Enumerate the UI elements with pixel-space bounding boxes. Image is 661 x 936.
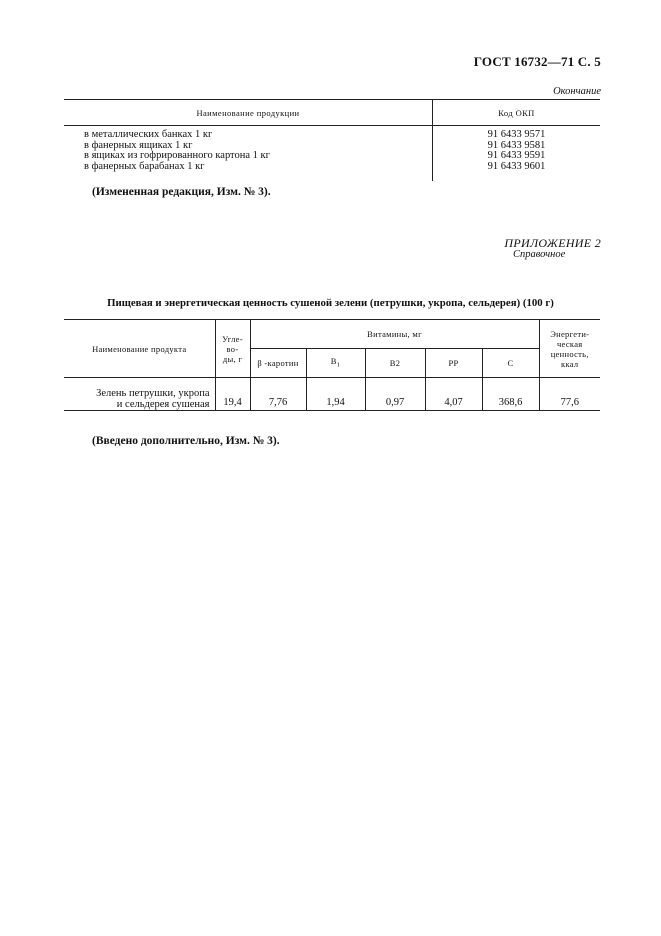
page-header: ГОСТ 16732—71 С. 5 (473, 54, 601, 69)
product-name: в ящиках из гофрированного картона 1 кг (64, 151, 433, 162)
column-header-product-name: Наименование продукта (64, 320, 215, 378)
table-row (64, 126, 600, 141)
column-header-pp: PP (425, 349, 482, 378)
column-header-c: C (482, 349, 539, 378)
column-header-beta-carotene: β -каротин (250, 349, 306, 378)
column-header-energy: Энергети- ческая ценность, ккал (539, 320, 600, 378)
product-name: в фанерных барабанах 1 кг (64, 162, 433, 182)
appendix-title: ПРИЛОЖЕНИЕ 2 (504, 236, 601, 250)
b1-value: 1,94 (306, 378, 365, 411)
table-row (64, 378, 600, 411)
appendix-subtitle: Справочное (513, 249, 566, 260)
product-name: в фанерных ящиках 1 кг (64, 141, 433, 152)
product-name-line: Зелень петрушки, укропа (96, 388, 210, 399)
table-continuation-label: Окончание (553, 86, 601, 97)
product-name: в металлических банках 1 кг (64, 126, 433, 141)
carbs-value: 19,4 (215, 378, 250, 411)
product-code: 91 6433 9571 (487, 129, 546, 140)
product-code: 91 6433 9601 (487, 160, 546, 172)
product-code: 91 6433 9581 (487, 139, 546, 151)
pp-value: 4,07 (425, 378, 482, 411)
product-code: 91 6433 9591 (487, 150, 546, 161)
table-row (64, 162, 600, 182)
c-value: 368,6 (482, 378, 539, 411)
b1-subscript: 1 (336, 361, 341, 369)
addition-note: (Введено дополнительно, Изм. № 3). (92, 435, 280, 447)
product-name-cell (64, 378, 215, 411)
b2-value: 0,97 (365, 378, 425, 411)
product-code-table (64, 99, 600, 181)
b1-label: B (330, 355, 337, 366)
nutrition-table (64, 319, 600, 411)
beta-carotene-value: 7,76 (250, 378, 306, 411)
column-header-product: Наименование продукции (64, 100, 433, 126)
table-row (64, 151, 600, 162)
column-header-carbs: Угле- во- ды, г (215, 320, 250, 378)
column-header-b2: B2 (365, 349, 425, 378)
energy-value: 77,6 (539, 378, 600, 411)
column-header-vitamins: Витамины, мг (250, 320, 539, 349)
nutrition-table-title: Пищевая и энергетическая ценность сушеной зелени (петрушки, укропа, сельдерея) (100 г) (107, 297, 554, 309)
column-header-code: Код ОКП (433, 100, 601, 126)
amendment-note: (Измененная редакция, Изм. № 3). (92, 186, 271, 198)
product-name-line: и сельдерея сушеная (116, 399, 210, 410)
column-header-b1 (306, 349, 365, 378)
